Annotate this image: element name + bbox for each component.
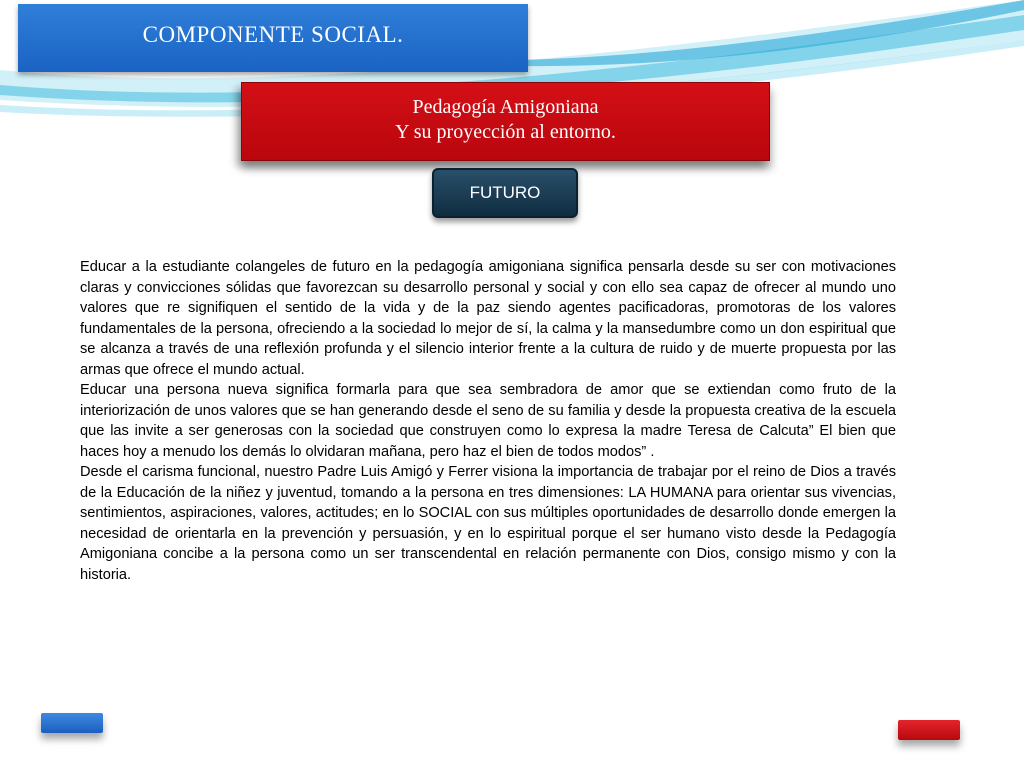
subtitle-line-2: Y su proyección al entorno. xyxy=(395,121,616,143)
previous-slide-button[interactable] xyxy=(41,713,103,733)
paragraph-2: Educar una persona nueva significa formarla para que sea sembradora de amor que se extiendan como fruto de la interiorización de unos valores que se han generando desde el seno de su familia y desde la propuesta creativa de la escuela que las invite a ser generosas con la sociedad que construyen como lo expresa la madre Teresa de Calcuta” El bien que haces hoy a menudo los demás lo olvidaran mañana, pero haz el bien de todos modos” . xyxy=(80,382,896,460)
body-text xyxy=(80,257,896,585)
subtitle-box xyxy=(241,82,770,161)
paragraph-1: Educar a la estudiante colangeles de futuro en la pedagogía amigoniana significa pensarla desde su ser con motivaciones claras y convicciones sólidas que favorezcan su desarrollo personal y social y con ello sea capaz de ofrecer al mundo uno valores que re signifiquen el sentido de la vida y de la paz siendo agentes pacificadoras, promotoras de los valores fundamentales de la persona, ofreciendo a la sociedad lo mejor de sí, la calma y la mansedumbre como un don espiritual que se alcanza a través de una reflexión profunda y el silencio interior frente a la cultura de ruido y de muerte propuesta por las armas que ofrece el mundo actual. xyxy=(80,259,896,378)
header-bar xyxy=(18,4,528,72)
next-slide-button[interactable] xyxy=(898,720,960,740)
paragraph-3: Desde el carisma funcional, nuestro Padre Luis Amigó y Ferrer visiona la importancia de trabajar por el reino de Dios a través de la Educación de la niñez y juventud, tomando a la persona en tres dimensiones: LA HUMANA para orientar sus vivencias, sentimientos, aspiraciones, valores, actitudes; en lo SOCIAL con sus múltiples oportunidades de desarrollo donde emergen la necesidad de orientarla en la prevención y persuasión, y en lo espiritual porque el ser humano visto desde la Pedagogía Amigoniana concibe a la persona como un ser transcendental en relación permanente con Dios, consigo mismo y con la historia. xyxy=(80,464,896,583)
future-badge: FUTURO xyxy=(432,168,578,218)
subtitle-line-1: Pedagogía Amigoniana xyxy=(412,96,599,118)
page-title: COMPONENTE SOCIAL. xyxy=(142,22,404,47)
